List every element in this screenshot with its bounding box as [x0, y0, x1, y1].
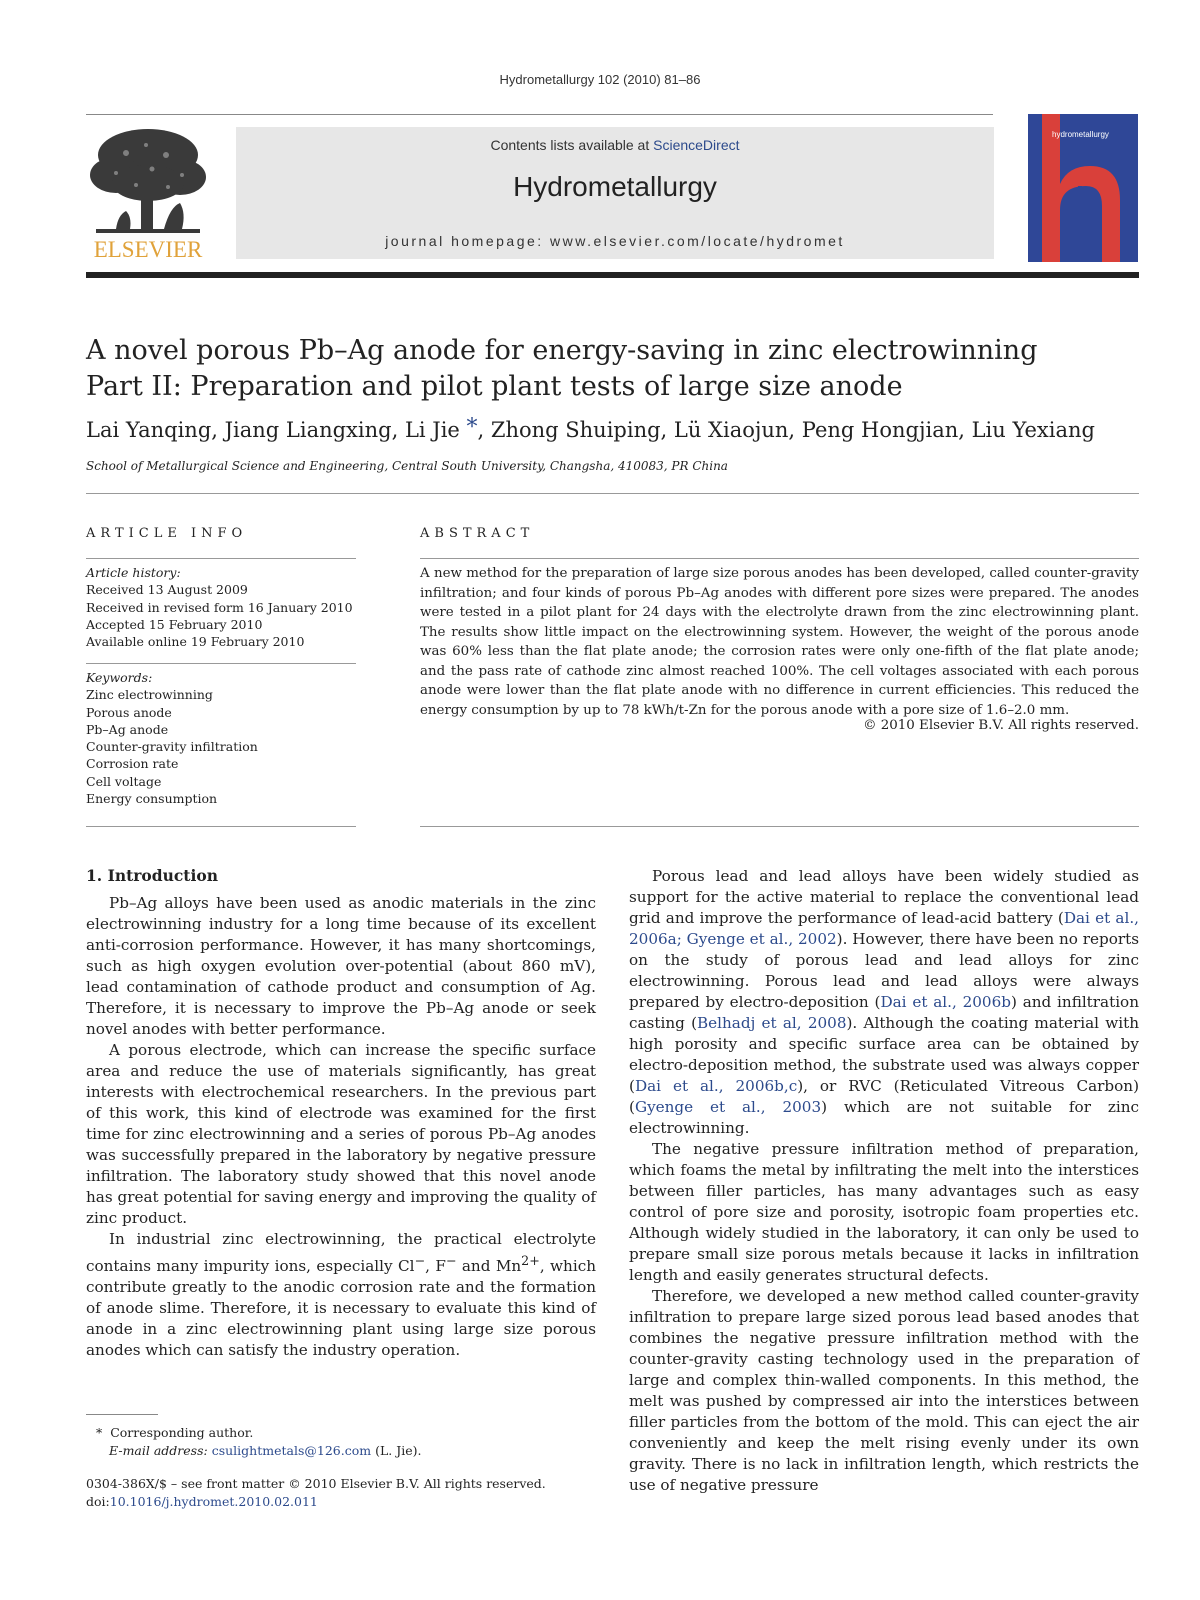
- journal-cover[interactable]: [1028, 114, 1138, 262]
- abstract-rule-top: [420, 558, 1139, 559]
- article-info-rule-top: [86, 558, 356, 559]
- keyword-item: Counter-gravity infiltration: [86, 739, 258, 755]
- authors-part-1: Lai Yanqing, Jiang Liangxing, Li Jie: [86, 418, 467, 442]
- superscript: −: [445, 1253, 457, 1268]
- article-title: [86, 333, 1146, 405]
- keyword-item: Zinc electrowinning: [86, 687, 213, 703]
- title-line-1: A novel porous Pb–Ag anode for energy-saving in zinc electrowinning: [86, 335, 1038, 366]
- superscript: −: [414, 1253, 426, 1268]
- journal-homepage[interactable]: journal homepage: www.elsevier.com/locate/hydromet: [385, 233, 845, 249]
- sciencedirect-link[interactable]: ScienceDirect: [653, 137, 740, 153]
- article-info-heading: ARTICLE INFO: [86, 526, 248, 541]
- keyword-item: Cell voltage: [86, 773, 162, 789]
- history-item: Received 13 August 2009: [86, 582, 248, 598]
- email-link[interactable]: csulightmetals@126.com: [211, 1442, 372, 1458]
- history-label: Article history:: [86, 565, 181, 580]
- footnote: [96, 1424, 421, 1459]
- history-item: Received in revised form 16 January 2010: [86, 599, 353, 615]
- citation-link[interactable]: Dai et al., 2006a; Gyenge et al., 2002: [629, 909, 1139, 948]
- article-history: [86, 564, 366, 650]
- elsevier-logo[interactable]: [86, 125, 210, 263]
- citation-link[interactable]: Dai et al., 2006b: [880, 993, 1011, 1011]
- body-left-column: [86, 893, 596, 1361]
- paragraph: Pb–Ag alloys have been used as anodic materials in the zinc electrowinning industry for a long time because of its excellent anti-corrosion performance. However, it has many shortcomings, such as high oxygen evolution over-potential (about 860 mV), lead contamination of cathode product and consumption of Ag. Therefore, it is necessary to improve the Pb–Ag anode or seek novel anodes with better performance.: [86, 894, 596, 1038]
- keyword-item: Porous anode: [86, 704, 172, 720]
- keyword-item: Pb–Ag anode: [86, 721, 169, 737]
- paragraph: Therefore, we developed a new method called counter-gravity infiltration to prepare large sized porous lead based anodes that combines the negative pressure infiltration method with the counter-gravity casting technology used in the preparation of large and complex thin-walled components. In this method, the melt was pushed by compressed air into the interstices between filler particles from the bottom of the mold. This can eject the air conveniently and keep the melt rising evenly under its own gravity. There is no lack in infiltration length, which restricts the use of negative pressure: [629, 1287, 1139, 1494]
- body-right-column: [629, 866, 1139, 1496]
- keyword-item: Corrosion rate: [86, 756, 179, 772]
- article-info-rule-bottom: [86, 826, 356, 827]
- issn-block: [86, 1475, 546, 1510]
- keywords: [86, 669, 366, 807]
- issn-line: 0304-386X/$ – see front matter © 2010 Elsevier B.V. All rights reserved.: [86, 1476, 546, 1491]
- article-info-rule-mid: [86, 663, 356, 664]
- doi-link[interactable]: 10.1016/j.hydromet.2010.02.011: [109, 1493, 318, 1509]
- paragraph: Porous lead and lead alloys have been widely studied as support for the active material to replace the conventional lead grid and improve the performance of lead-acid battery (Dai et al., 2006a; Gyenge et al., 2002). However, there have been no reports on the study of porous lead and lead alloys for zinc electrowinning. Porous lead and lead alloys were always prepared by electro-deposition (Dai et al., 2006b) and infiltration casting (Belhadj et al, 2008). Although the coating material with high porosity and specific surface area can be obtained by electro-deposition method, the substrate used was always copper (Dai et al., 2006b,c), or RVC (Reticulated Vitreous Carbon) (Gyenge et al., 2003) which are not suitable for zinc electrowinning.: [629, 867, 1140, 1137]
- citation-link[interactable]: Gyenge et al., 2003: [634, 1098, 822, 1116]
- elsevier-tree-icon: [86, 125, 210, 263]
- doi-label: doi:: [86, 1493, 110, 1509]
- citation-link[interactable]: Belhadj et al, 2008: [697, 1014, 847, 1032]
- paragraph: The negative pressure infiltration method of preparation, which foams the metal by infiltrating the melt into the interstices between filler particles, has many advantages such as easy control of pore size and porosity, isotropic foam properties etc. Although widely studied in the laboratory, it can only be used to prepare small size porous metals because it lacks in infiltration length and easily generates structural defects.: [629, 1140, 1139, 1284]
- abstract-copyright: © 2010 Elsevier B.V. All rights reserved.: [863, 718, 1139, 733]
- contents-line: [236, 137, 994, 153]
- top-rule: [86, 114, 993, 115]
- corresponding-author-marker[interactable]: *: [466, 415, 478, 440]
- author-list: [86, 415, 1146, 443]
- paragraph: A porous electrode, which can increase the specific surface area and reduce the use of materials significantly, has great interests with electrochemical researchers. In the previous part of this work, this kind of electrode was examined for the first time for zinc electrowinning and a series of porous Pb–Ag anodes was successfully prepared in the laboratory by negative pressure infiltration. The laboratory study showed that this novel anode has great potential for saving energy and improving the quality of zinc product.: [86, 1041, 596, 1227]
- cover-label: hydrometallurgy: [1052, 130, 1109, 139]
- abstract-heading: ABSTRACT: [420, 526, 535, 541]
- keyword-item: Energy consumption: [86, 791, 218, 807]
- journal-title: Hydrometallurgy: [513, 171, 717, 202]
- keywords-label: Keywords:: [86, 670, 153, 685]
- journal-reference: Hydrometallurgy 102 (2010) 81–86: [499, 72, 701, 87]
- journal-banner: [236, 127, 994, 259]
- paragraph: In industrial zinc electrowinning, the practical electrolyte contains many impurity ions, especially Cl−, F− and $Mn^{2+}$, which contribute greatly to the anodic corrosion rate and the formation of anode slime. Therefore, it is necessary to evaluate this kind of anode in a zinc electrowinning plant using large size porous anodes which can satisfy the industry operation.: [86, 1230, 596, 1360]
- citation-link[interactable]: Dai et al., 2006b,c: [634, 1077, 798, 1095]
- superscript: 2+: [521, 1253, 540, 1268]
- affiliation: School of Metallurgical Science and Engineering, Central South University, Changsha, 410083, PR China: [86, 459, 728, 473]
- title-rule: [86, 493, 1139, 494]
- history-item: Available online 19 February 2010: [86, 634, 305, 650]
- footnote-rule: [86, 1414, 158, 1415]
- title-line-2: Part II: Preparation and pilot plant tests of large size anode: [86, 371, 903, 402]
- abstract-rule-bottom: [420, 826, 1139, 827]
- email-label: E-mail address:: [109, 1442, 212, 1458]
- footnote-star: *: [96, 1425, 103, 1440]
- history-item: Accepted 15 February 2010: [86, 616, 263, 632]
- authors-part-2: , Zhong Shuiping, Lü Xiaojun, Peng Hongjian, Liu Yexiang: [477, 418, 1095, 442]
- header-thick-rule: [86, 272, 1139, 278]
- section-heading-introduction: 1. Introduction: [86, 866, 218, 885]
- contents-prefix: Contents lists available at: [490, 137, 654, 153]
- abstract-text: A new method for the preparation of large size porous anodes has been developed, called counter-gravity infiltration; and four kinds of porous Pb–Ag anodes with different pore sizes were prepared. The anodes were tested in a pilot plant for 24 days with the electrolyte drawn from the zinc electrowinning plant. The results show little impact on the electrowinning system. However, the weight of the porous anode was 60% less than the flat plate anode; the corrosion rates were only one-fifth of the flat plate anode; and the pass rate of cathode zinc almost reached 100%. The cell voltages associated with each porous anode were lower than the flat plate anode with no difference in current efficiencies. This reduced the energy consumption by up to 78 kWh/t-Zn for the porous anode with a pore size of 1.6–2.0 mm.: [420, 566, 1139, 718]
- email-suffix: (L. Jie).: [371, 1442, 422, 1458]
- corresponding-author-note: Corresponding author.: [110, 1425, 254, 1440]
- elsevier-wordmark: ELSEVIER: [93, 237, 203, 262]
